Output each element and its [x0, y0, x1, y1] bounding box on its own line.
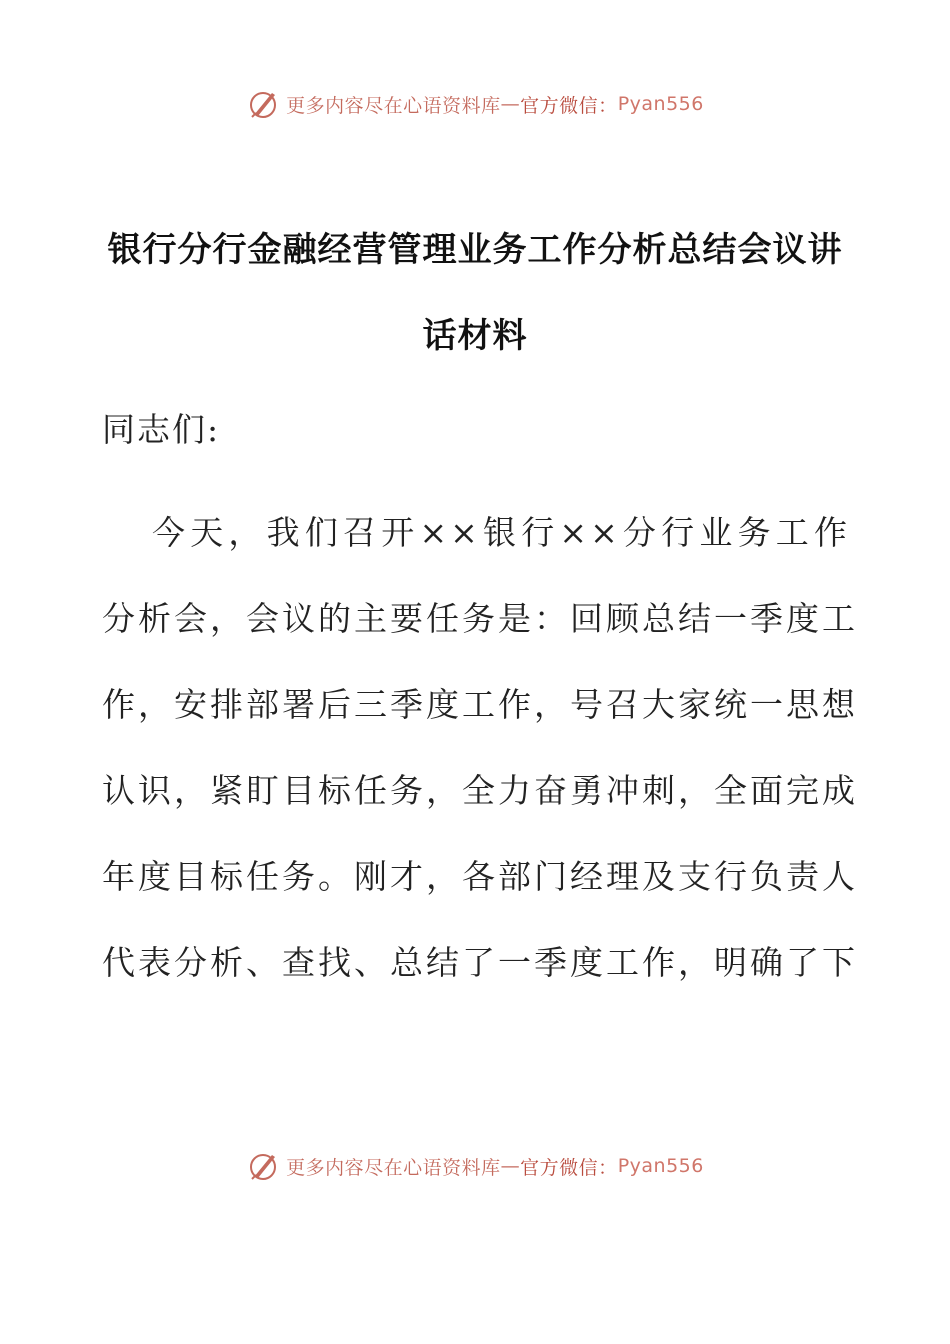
salutation: 同志们:	[102, 410, 221, 449]
watermark-main-text: 更多内容尽在心语资料库	[286, 1156, 501, 1179]
header-watermark	[0, 84, 950, 124]
body-line: 认识，紧盯目标任务，全力奋勇冲刺，全面完成	[102, 771, 858, 810]
body-line: 今天，我们召开××银行××分行业务工作	[152, 513, 850, 552]
body-line: 分析会，会议的主要任务是：回顾总结一季度工	[102, 599, 858, 638]
document-title	[100, 207, 850, 379]
watermark-separator: —	[500, 93, 521, 115]
body-line: 作，安排部署后三季度工作，号召大家统一思想	[102, 685, 858, 724]
title-line-2: 话材料	[422, 316, 528, 356]
body-line: 代表分析、查找、总结了一季度工作，明确了下	[102, 943, 858, 982]
watermark-separator: —	[500, 1155, 521, 1177]
body-line: 年度目标任务。刚才，各部门经理及支行负责人	[102, 857, 858, 896]
quill-logo-icon	[246, 1149, 280, 1183]
watermark-contact-id: Pyan556	[617, 93, 704, 115]
quill-logo-icon	[246, 87, 280, 121]
watermark-contact-id: Pyan556	[617, 1155, 704, 1177]
watermark-contact-label: 官方微信：	[520, 1156, 618, 1179]
title-line-1: 银行分行金融经营管理业务工作分析总结会议讲	[107, 230, 843, 270]
body-paragraph	[102, 490, 858, 1006]
watermark-contact-label: 官方微信：	[520, 94, 618, 117]
watermark-main-text: 更多内容尽在心语资料库	[286, 94, 501, 117]
footer-watermark	[0, 1146, 950, 1186]
